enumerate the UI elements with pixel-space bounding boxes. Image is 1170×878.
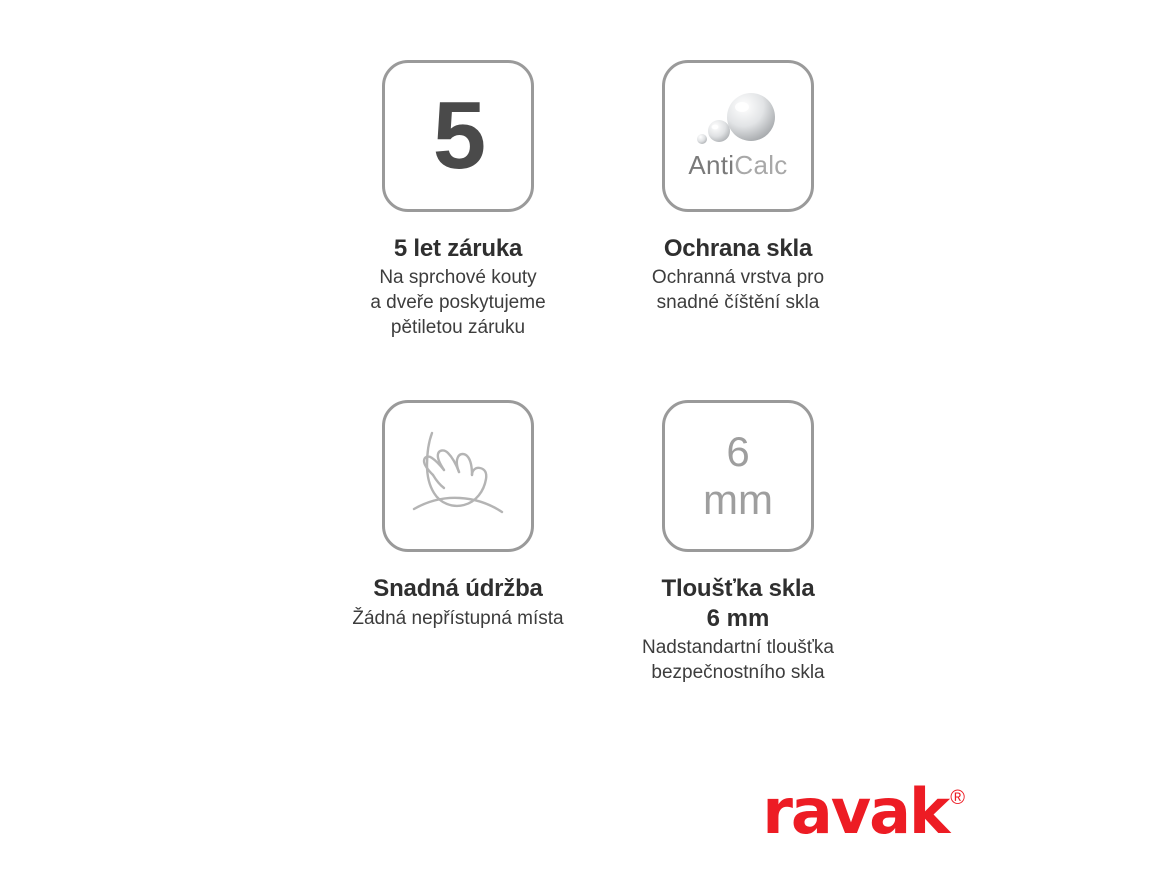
feature-description [642, 636, 834, 685]
feature-easy-maintenance-text [352, 574, 563, 631]
feature-description-line: Žádná nepřístupná místa [352, 607, 564, 629]
feature-warranty [330, 60, 586, 340]
anticalc-label [688, 150, 787, 181]
icon-box-easy-maintenance [382, 400, 534, 552]
feature-warranty-text [370, 234, 545, 340]
features-grid [330, 60, 890, 685]
thickness-value: 6 [726, 428, 750, 476]
feature-title: 5 let záruka [393, 235, 523, 262]
water-drops-svg [678, 92, 798, 154]
water-drops-graphic [678, 92, 798, 154]
feature-easy-maintenance [330, 400, 586, 685]
feature-glass-protection-text [652, 234, 824, 316]
number-5-icon: 5 [432, 82, 484, 189]
feature-description-line: pětiletou záruku [390, 316, 526, 338]
feature-description-line: a dveře poskytujeme [370, 291, 546, 313]
anticalc-water-drops-icon [665, 63, 811, 209]
feature-glass-thickness [610, 400, 866, 685]
brand-logo [762, 775, 965, 848]
feature-description [352, 607, 563, 632]
icon-box-glass-thickness [662, 400, 814, 552]
anticalc-label-part2: Calc [734, 149, 788, 180]
registered-trademark-icon: ® [950, 787, 965, 809]
feature-title: Snadná údržba [373, 575, 543, 603]
feature-description-line: Ochranná vrstva pro [651, 267, 825, 289]
feature-description [370, 266, 545, 340]
anticalc-label-part1: Anti [688, 149, 735, 180]
feature-description-line: bezpečnostního skla [651, 661, 825, 683]
feature-glass-thickness-text [642, 574, 834, 685]
brand-name: ravak [762, 775, 949, 848]
thickness-unit: mm [703, 476, 773, 524]
glass-thickness-6mm-icon [703, 428, 773, 524]
icon-box-warranty [382, 60, 534, 212]
feature-description-line: Nadstandartní tloušťka [642, 636, 834, 658]
feature-title: Ochrana skla [663, 235, 813, 262]
feature-description-line: Na sprchové kouty [379, 267, 537, 289]
feature-title-second-line: 6 mm [706, 604, 770, 632]
feature-glass-protection [610, 60, 866, 340]
icon-box-glass-protection [662, 60, 814, 212]
feature-description [652, 266, 824, 315]
feature-description-line: snadné číštění skla [656, 291, 820, 313]
feature-title: Tloušťka skla [661, 575, 815, 603]
hand-wiping-cloth-icon [398, 417, 518, 535]
